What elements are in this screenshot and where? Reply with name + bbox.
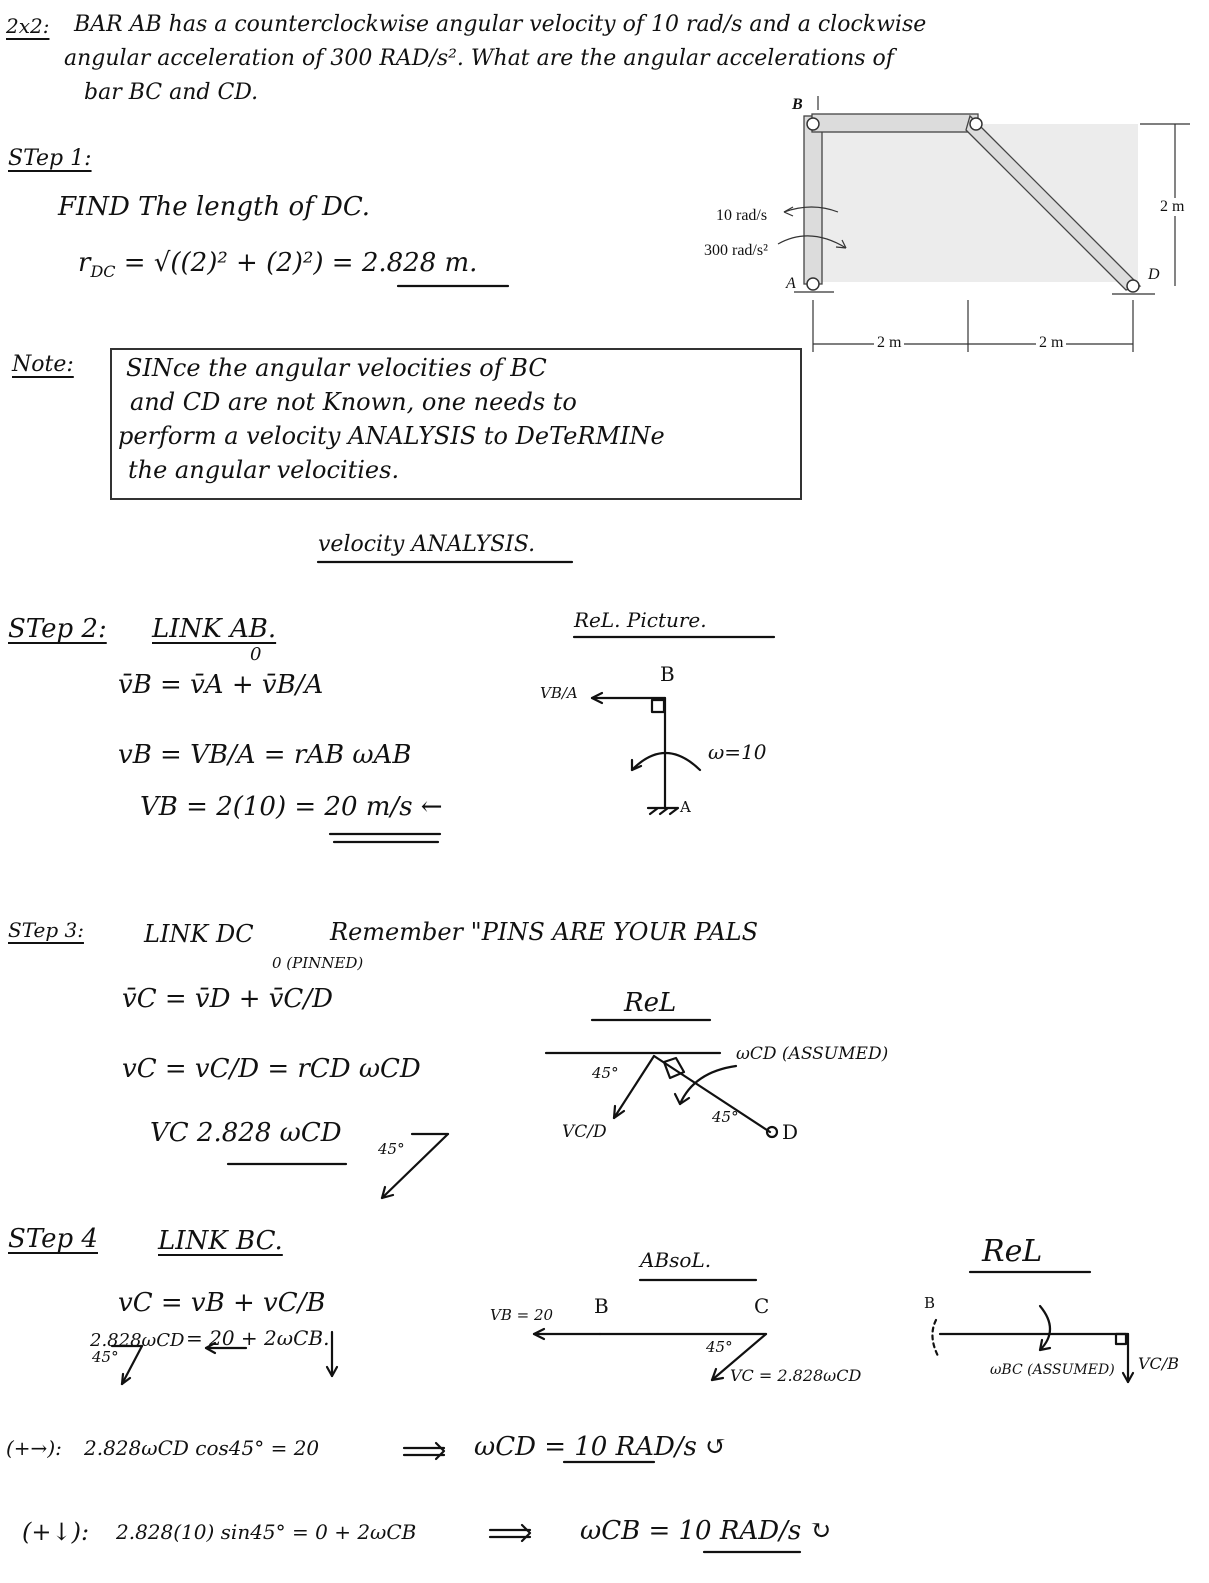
step1-text: FIND The length of DC.	[58, 192, 371, 222]
step3-link: LINK DC	[144, 920, 254, 948]
figure-width-left-label: 2 m	[874, 334, 904, 352]
bar-ab	[804, 116, 822, 284]
note-line-4: the angular velocities.	[128, 456, 400, 484]
figure-alpha-label: 300 rad/s²	[704, 242, 768, 259]
step2-rel-vba: VB/A	[540, 684, 578, 702]
pin-c	[970, 118, 982, 130]
figure-omega-label: 10 rad/s	[716, 207, 768, 224]
step3-eq2: vC = vC/D = rCD ωCD	[122, 1054, 421, 1084]
step4-eq2-rhs: = 20 + 2ωCB.	[186, 1326, 330, 1350]
step3-rel-angle2: 45°	[712, 1108, 739, 1126]
step4-rel-vcb: VC/B	[1138, 1354, 1179, 1373]
note-label: Note:	[12, 352, 74, 377]
step3-title: STep 3:	[8, 918, 84, 942]
step1-formula	[78, 248, 477, 281]
bar-bc	[812, 114, 978, 132]
step1-formula-lhs: r	[78, 248, 91, 278]
pin-a	[807, 278, 819, 290]
note-line-2: and CD are not Known, one needs to	[130, 388, 577, 416]
problem-line-3: bar BC and CD.	[84, 80, 259, 105]
step1-formula-result: 2.828 m.	[361, 248, 478, 278]
step4-x-result: ωCD = 10 RAD/s ↺	[474, 1432, 727, 1462]
step2-eq3: VB = 2(10) = 20 m/s ←	[140, 792, 443, 822]
step4-y-result: ωCB = 10 RAD/s ↻	[580, 1516, 832, 1546]
pin-b	[807, 118, 819, 130]
step2-eq2: vB = VB/A = rAB ωAB	[118, 740, 412, 770]
step4-title: STep 4	[8, 1224, 98, 1254]
figure-width-right-label: 2 m	[1036, 334, 1066, 352]
problem-tag: 2x2:	[6, 14, 50, 38]
step3-rel-d: D	[782, 1120, 799, 1144]
step3-rel-omega: ωCD (ASSUMED)	[736, 1044, 889, 1064]
step3-remember: Remember "PINS ARE YOUR PALS	[330, 918, 759, 946]
problem-line-2: angular acceleration of 300 RAD/s². What are the angular accelerations of	[64, 46, 894, 71]
step4-abs-title: ABsoL.	[640, 1248, 712, 1272]
step4-y-sign: (+↓):	[22, 1518, 90, 1546]
figure-background	[812, 124, 1138, 282]
step3-eq1: v̄C = v̄D + v̄C/D	[122, 984, 333, 1014]
step4-rel-title: ReL	[982, 1234, 1043, 1269]
step2-rel-title: ReL. Picture.	[574, 608, 707, 632]
step3-rel-angle1: 45°	[592, 1064, 619, 1082]
step4-eq1: vC = vB + vC/B	[118, 1288, 326, 1318]
step3-rel-vcd: VC/D	[562, 1122, 607, 1142]
step1-formula-sub: DC	[90, 262, 116, 282]
step2-rel-omega: ω=10	[708, 740, 767, 764]
step4-x-sign: (+→):	[6, 1436, 62, 1460]
step4-abs-angle: 45°	[706, 1338, 733, 1356]
velocity-analysis-heading: velocity ANALYSIS.	[318, 532, 536, 557]
step2-rel-a: A	[680, 798, 691, 816]
note-line-3: perform a velocity ANALYSIS to DeTeRMINe	[118, 422, 665, 450]
note-line-1: SINce the angular velocities of BC	[126, 354, 547, 382]
step4-link: LINK BC.	[158, 1226, 283, 1256]
step1-title: STep 1:	[8, 146, 92, 171]
note-box	[110, 348, 802, 500]
step2-eq1: v̄B = v̄A + v̄B/A	[118, 670, 324, 700]
step4-abs-vb: VB = 20	[490, 1306, 554, 1324]
figure-height-label: 2 m	[1160, 198, 1185, 215]
step2-link: LINK AB.	[152, 614, 277, 644]
step3-rel-title: ReL	[624, 988, 677, 1018]
figure-label-b: B	[792, 96, 803, 113]
step3-angle: 45°	[378, 1140, 405, 1158]
problem-line-1: BAR AB has a counterclockwise angular velocity of 10 rad/s and a clockwise	[74, 12, 927, 37]
step2-zero: 0	[250, 644, 262, 665]
step4-rel-b: B	[924, 1294, 936, 1312]
step3-eq3: VC 2.828 ωCD	[150, 1118, 342, 1148]
step4-eq2-lhs: 2.828ωCD	[90, 1330, 185, 1351]
step2-rel-b: B	[660, 662, 675, 686]
step3-zero: 0 (PINNED)	[272, 954, 364, 972]
step1-formula-rhs: = √((2)² + (2)²) =	[123, 248, 354, 278]
figure-label-a: A	[786, 275, 796, 292]
step2-title: STep 2:	[8, 614, 107, 644]
step4-x-eq: 2.828ωCD cos45° = 20	[84, 1436, 320, 1460]
step4-y-eq: 2.828(10) sin45° = 0 + 2ωCB	[116, 1520, 417, 1544]
pin-d	[1127, 280, 1139, 292]
step4-rel-omega: ωBC (ASSUMED)	[990, 1362, 1115, 1378]
step4-abs-b: B	[594, 1294, 609, 1318]
figure-label-d: D	[1148, 266, 1160, 283]
step4-angle: 45°	[92, 1348, 119, 1366]
step4-abs-vc: VC = 2.828ωCD	[730, 1366, 862, 1385]
step4-abs-c: C	[754, 1294, 770, 1318]
